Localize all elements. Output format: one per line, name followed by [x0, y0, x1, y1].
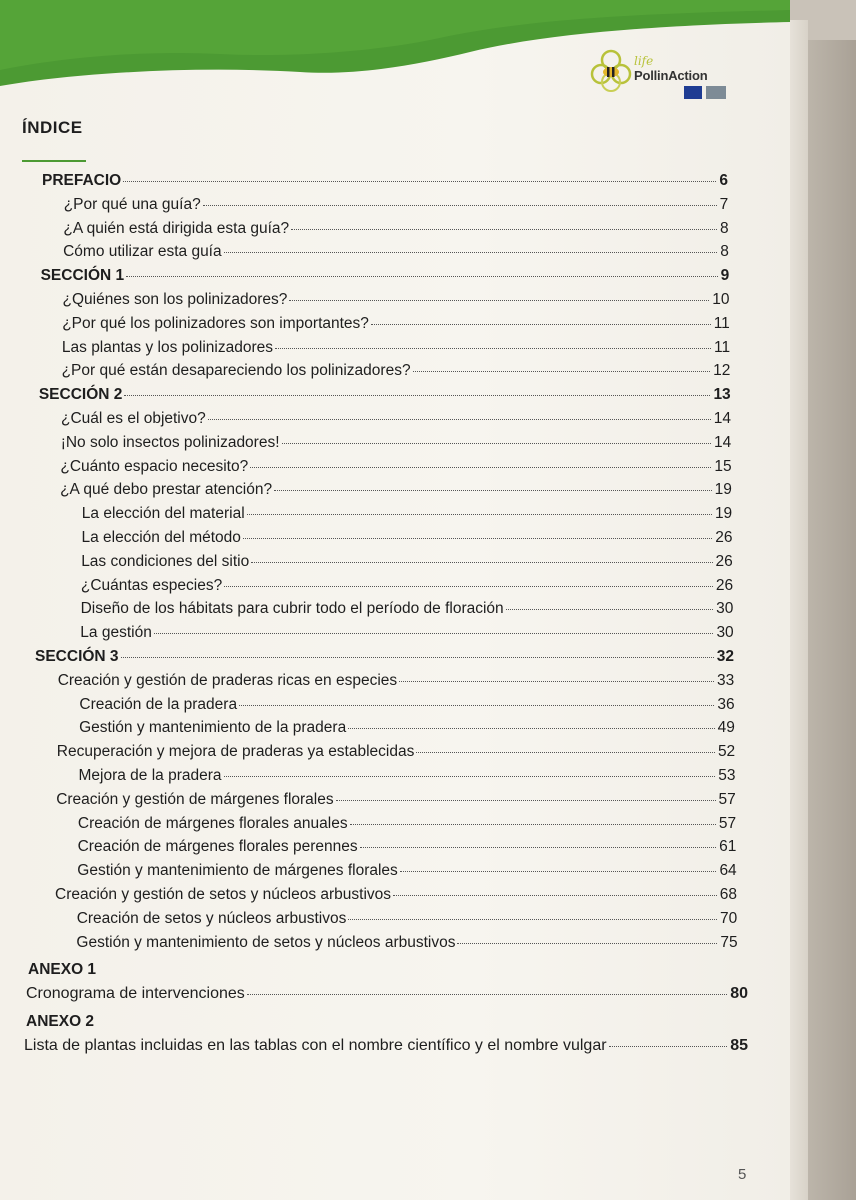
toc-entry-label: Creación de márgenes florales anuales: [77, 814, 348, 832]
dot-leader: [413, 371, 711, 372]
annex-title: ANEXO 1: [28, 961, 97, 979]
toc-subitem-row: [79, 719, 735, 737]
dot-leader: [124, 395, 710, 396]
toc-entry-page: 26: [715, 529, 733, 546]
toc-item-row: [58, 672, 735, 690]
logo-life-text: life: [634, 54, 654, 68]
toc-entry-label: Gestión y mantenimiento de márgenes florales: [77, 862, 398, 880]
toc-subitem-row: [76, 934, 737, 952]
dot-leader: [247, 514, 712, 515]
toc-item-row: [64, 196, 729, 214]
toc-entry-page: 10: [712, 291, 730, 308]
page-title: ÍNDICE: [22, 118, 83, 137]
toc-entry-label: Cronograma de intervenciones: [26, 985, 245, 1003]
toc-entry-label: Creación de márgenes florales perennes: [77, 838, 358, 856]
toc-entry-page: 68: [719, 886, 737, 903]
toc-entry-page: 11: [713, 338, 731, 356]
toc-entry-page: 26: [715, 576, 734, 594]
toc-entry-label: Gestión y mantenimiento de setos y núcleos arbustivos: [76, 933, 456, 951]
toc-entry-page: 70: [720, 909, 738, 927]
toc-item-row: [62, 362, 731, 380]
toc-subitem-row: [82, 505, 732, 523]
toc-entry-page: 26: [715, 552, 733, 570]
toc-section-row: [35, 648, 734, 666]
toc-entry-label: ¿Quiénes son los polinizadores?: [62, 291, 288, 308]
toc-entry-page: 15: [714, 457, 732, 475]
toc-item-row: [61, 434, 732, 452]
dot-leader: [275, 348, 711, 349]
toc-entry-label: Lista de plantas incluidas en las tablas con el nombre científico y el nombre vulgar: [24, 1037, 607, 1055]
toc-entry-label: Creación de la pradera: [79, 695, 238, 713]
toc-subitem-row: [80, 624, 733, 642]
dot-leader: [126, 276, 717, 277]
dot-leader: [371, 324, 711, 325]
dot-leader: [224, 252, 718, 253]
toc-item-row: [60, 458, 731, 476]
toc-subitem-row: [79, 767, 736, 785]
annex-title: ANEXO 2: [26, 1013, 95, 1031]
toc-entry-label: SECCIÓN 1: [40, 267, 125, 285]
toc-subitem-row: [77, 862, 736, 880]
dot-leader: [506, 609, 713, 610]
toc-entry-label: La elección del método: [81, 529, 241, 546]
dot-leader: [224, 586, 713, 587]
dot-leader: [400, 871, 717, 872]
toc-entry-label: Cómo utilizar esta guía: [63, 243, 222, 261]
toc-entry-page: 8: [720, 243, 729, 261]
toc-entry-label: ¿Por qué los polinizadores son importantes?: [62, 314, 369, 332]
toc-entry-label: SECCIÓN 2: [38, 386, 123, 404]
toc-entry-label: Las condiciones del sitio: [81, 552, 250, 570]
toc-entry-page: 30: [716, 600, 734, 618]
toc-entry-page: 53: [718, 767, 736, 784]
toc-subitem-row: [78, 838, 737, 856]
dot-leader: [154, 633, 714, 634]
toc-entry-page: 49: [717, 719, 735, 737]
toc-entry-page: 61: [719, 838, 737, 856]
dot-leader: [251, 562, 712, 563]
dot-leader: [224, 776, 716, 777]
toc-entry-page: 12: [713, 362, 731, 380]
toc-entry-label: ¡No solo insectos polinizadores!: [60, 433, 280, 451]
dot-leader: [393, 895, 717, 896]
dot-leader: [239, 705, 714, 706]
toc-entry-label: ¿A qué debo prestar atención?: [60, 481, 273, 499]
toc-entry-label: Gestión y mantenimiento de la pradera: [79, 719, 347, 737]
toc-subitem-row: [81, 553, 733, 571]
toc-entry-label: ¿A quién está dirigida esta guía?: [63, 219, 290, 237]
toc-entry-label: ¿Cuántas especies?: [80, 576, 223, 594]
toc-entry-label: ¿Por qué están desapareciendo los polinizadores?: [61, 362, 411, 380]
toc-entry-label: Recuperación y mejora de praderas ya establecidas: [56, 743, 415, 761]
toc-entry-page: 19: [714, 505, 733, 523]
toc-subitem-row: [81, 600, 734, 618]
toc-item-row: [62, 339, 730, 357]
toc-item-row: [63, 243, 729, 261]
toc-entry-label: Creación de setos y núcleos arbustivos: [76, 909, 347, 927]
dot-leader: [121, 657, 714, 658]
dot-leader: [348, 919, 717, 920]
toc-entry-page: 13: [713, 386, 731, 404]
toc-section-row: [39, 386, 731, 404]
toc-entry-label: Diseño de los hábitats para cubrir todo el período de floración: [80, 600, 504, 618]
toc-entry-label: La elección del material: [81, 505, 245, 523]
dot-leader: [274, 490, 712, 491]
toc-item-row: [57, 743, 735, 761]
toc-entry-label: Mejora de la pradera: [78, 767, 222, 784]
toc-entry-page: 11: [713, 314, 730, 332]
toc-entry-label: ¿Cuánto espacio necesito?: [60, 457, 249, 475]
toc-item-row: [63, 291, 730, 309]
toc-item-row: [61, 410, 731, 428]
toc-entry-page: 30: [716, 624, 734, 642]
toc-entry-label: ¿Por qué una guía?: [63, 195, 201, 213]
dot-leader: [360, 847, 717, 848]
toc-section-row: [42, 172, 728, 190]
dot-leader: [203, 205, 717, 206]
toc-item-row: [62, 315, 730, 333]
toc-subitem-row: [81, 577, 733, 595]
dot-leader: [291, 229, 717, 230]
toc-entry-label: Creación y gestión de setos y núcleos arbustivos: [55, 886, 392, 903]
toc-entry-page: 75: [720, 933, 738, 951]
toc-entry-page: 19: [714, 481, 732, 499]
toc-entry-label: Las plantas y los polinizadores: [61, 338, 273, 356]
toc-entry-page: 57: [718, 790, 736, 808]
dot-leader: [247, 994, 727, 995]
toc-entry-page: 36: [717, 695, 735, 713]
toc-entry-label: SECCIÓN 3: [35, 648, 119, 665]
annex-entry-row: [26, 985, 748, 1003]
toc-entry-label: PREFACIO: [42, 172, 122, 189]
dot-leader: [282, 443, 712, 444]
logo-name-text: PollinAction: [634, 68, 708, 83]
toc-entry-page: 52: [717, 743, 736, 761]
toc-item-row: [63, 220, 728, 238]
toc-entry-page: 57: [718, 814, 737, 832]
toc-entry-label: Creación y gestión de márgenes florales: [56, 790, 334, 808]
toc-item-row: [56, 791, 736, 809]
toc-entry-label: ¿Cuál es el objetivo?: [61, 410, 206, 427]
toc-subitem-row: [82, 529, 733, 547]
toc-item-row: [60, 481, 732, 499]
toc-section-row: [41, 267, 730, 285]
dot-leader: [123, 181, 716, 182]
dot-leader: [416, 752, 715, 753]
toc-entry-page: 7: [719, 195, 729, 213]
dot-leader: [250, 467, 711, 468]
page-stack-shadow: [806, 40, 856, 1200]
toc-entry-page: 85: [730, 1037, 748, 1055]
dot-leader: [609, 1046, 728, 1047]
annex-entry-row: [24, 1037, 748, 1055]
toc-entry-page: 14: [714, 433, 732, 451]
dot-leader: [457, 943, 717, 944]
dot-leader: [336, 800, 716, 801]
toc-entry-page: 14: [713, 410, 731, 427]
toc-subitem-row: [78, 815, 736, 833]
toc-entry-page: 6: [719, 172, 728, 189]
dot-leader: [243, 538, 712, 539]
toc-entry-page: 9: [720, 267, 730, 285]
toc-entry-page: 33: [717, 671, 735, 689]
toc-subitem-row: [79, 696, 734, 714]
toc-entry-label: La gestión: [80, 624, 152, 642]
dot-leader: [348, 728, 714, 729]
toc-subitem-row: [77, 910, 738, 928]
page-number: 5: [738, 1166, 747, 1183]
toc-entry-page: 8: [719, 219, 729, 237]
toc-item-row: [55, 886, 737, 904]
dot-leader: [208, 419, 711, 420]
toc-entry-page: 32: [716, 648, 734, 665]
dot-leader: [399, 681, 714, 682]
toc-entry-page: 64: [719, 862, 737, 880]
toc-entry-page: 80: [730, 985, 748, 1003]
toc-entry-label: Creación y gestión de praderas ricas en especies: [57, 671, 398, 689]
dot-leader: [289, 300, 709, 301]
dot-leader: [350, 824, 716, 825]
